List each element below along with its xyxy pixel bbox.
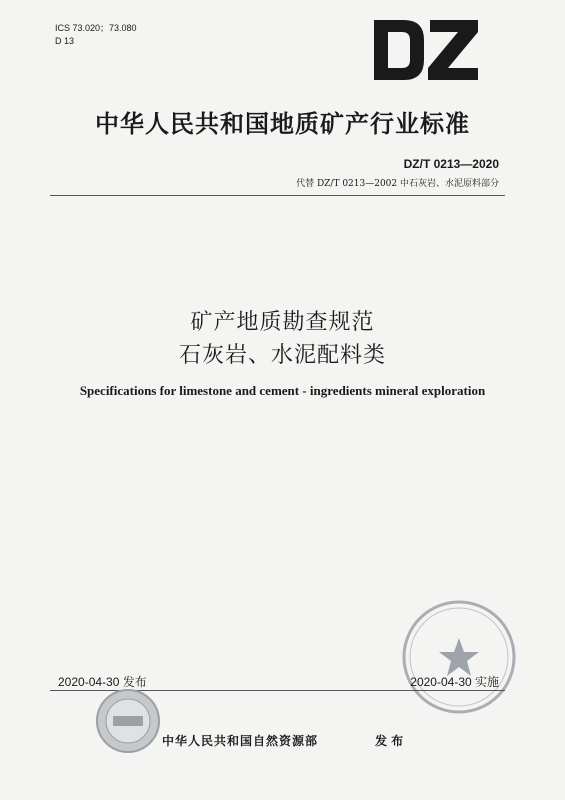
standard-code: DZ/T 0213—2020: [403, 157, 499, 171]
standard-category-title: 中华人民共和国地质矿产行业标准: [95, 110, 470, 138]
certification-seal-icon: [95, 688, 161, 754]
english-title: Specifications for limestone and cement - ingredients mineral exploration: [79, 383, 486, 398]
publish-date: 2020-04-30 发布: [58, 675, 147, 689]
issue-label: 发 布: [375, 734, 404, 748]
header-divider: [50, 195, 505, 196]
dz-logo: [372, 18, 480, 82]
ics-code: ICS 73.020；73.080: [55, 23, 137, 33]
implement-date: 2020-04-30 实施: [410, 675, 499, 689]
official-stamp-icon: [400, 598, 518, 716]
issuing-authority: 中华人民共和国自然资源部: [162, 734, 319, 748]
document-title-line1: 矿产地质勘查规范: [190, 310, 375, 335]
classification-codes: [55, 22, 137, 48]
document-title-line2: 石灰岩、水泥配料类: [178, 343, 386, 368]
replaces-note: 代替 DZ/T 0213—2002 中石灰岩、水泥原料部分: [296, 179, 499, 189]
ccs-code: D 13: [55, 36, 75, 46]
